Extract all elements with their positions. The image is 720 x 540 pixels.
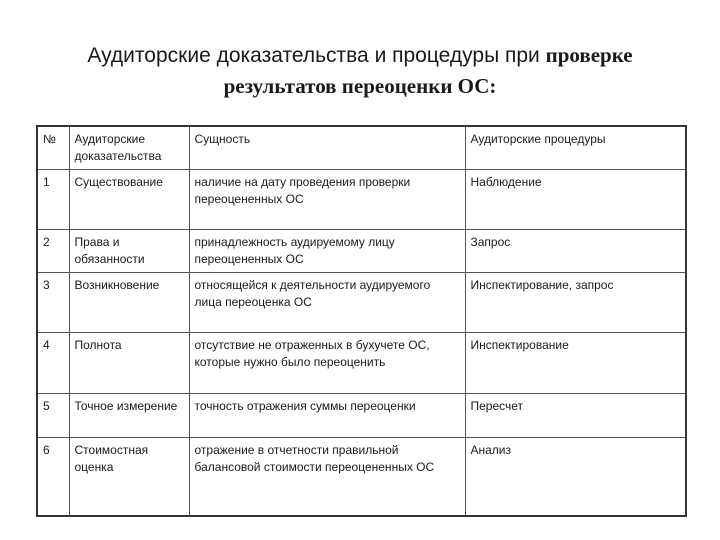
- table-row: [37, 438, 686, 516]
- title-part-1: Аудиторские доказательства и процедуры при: [87, 44, 546, 67]
- table-row: [37, 273, 686, 333]
- header-essence: Сущность: [189, 126, 465, 170]
- row-procedure: Инспектирование: [465, 333, 686, 394]
- row-number: 5: [37, 394, 69, 438]
- row-essence: точность отражения суммы переоценки: [189, 394, 465, 438]
- row-evidence: Возникновение: [69, 273, 189, 333]
- title-line-1: [0, 40, 720, 71]
- row-essence: принадлежность аудируемому лицу переоцененных ОС: [189, 230, 465, 273]
- row-procedure: Инспектирование, запрос: [465, 273, 686, 333]
- header-procedures: Аудиторские процедуры: [465, 126, 686, 170]
- row-number: 1: [37, 170, 69, 230]
- header-evidence: Аудиторские доказательства: [69, 126, 189, 170]
- row-number: 4: [37, 333, 69, 394]
- row-essence: отсутствие не отраженных в бухучете ОС, которые нужно было переоценить: [189, 333, 465, 394]
- row-evidence: Полнота: [69, 333, 189, 394]
- row-procedure: Пересчет: [465, 394, 686, 438]
- row-essence: наличие на дату проведения проверки переоцененных ОС: [189, 170, 465, 230]
- header-number: №: [37, 126, 69, 170]
- table-row: [37, 333, 686, 394]
- table-row: [37, 170, 686, 230]
- audit-table: [36, 125, 687, 517]
- row-number: 2: [37, 230, 69, 273]
- table-row: [37, 394, 686, 438]
- row-evidence: Существование: [69, 170, 189, 230]
- row-evidence: Права и обязанности: [69, 230, 189, 273]
- row-procedure: Запрос: [465, 230, 686, 273]
- slide-title: [0, 40, 720, 101]
- table-header-row: [37, 126, 686, 170]
- title-part-2: проверке: [545, 43, 633, 67]
- table-row: [37, 230, 686, 273]
- row-procedure: Наблюдение: [465, 170, 686, 230]
- row-number: 3: [37, 273, 69, 333]
- row-essence: отражение в отчетности правильной балансовой стоимости переоцененных ОС: [189, 438, 465, 516]
- row-procedure: Анализ: [465, 438, 686, 516]
- title-line-2: результатов переоценки ОС:: [223, 74, 497, 98]
- row-essence: относящейся к деятельности аудируемого лица переоценка ОС: [189, 273, 465, 333]
- row-evidence: Стоимостная оценка: [69, 438, 189, 516]
- row-number: 6: [37, 438, 69, 516]
- row-evidence: Точное измерение: [69, 394, 189, 438]
